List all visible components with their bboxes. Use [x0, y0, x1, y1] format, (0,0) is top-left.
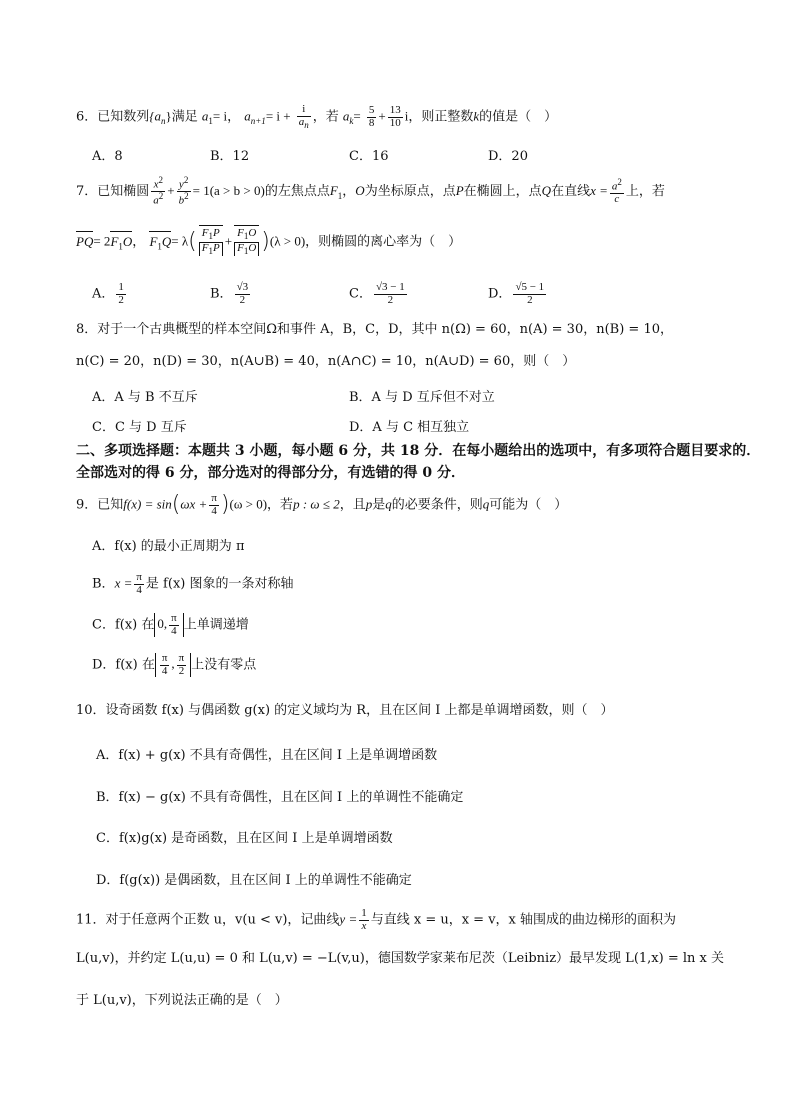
q9-stem-f: 可能为（ ） — [489, 497, 568, 513]
q7-ac-num: a — [611, 180, 618, 193]
q7-option-a[interactable] — [92, 282, 128, 306]
q9-optD-label: D．f(x) 在 — [92, 657, 155, 673]
q6-frac2 — [388, 105, 403, 129]
q7-optB-num: √3 — [236, 281, 249, 293]
q7-FP-sub: 1 — [208, 231, 213, 242]
q6-ak-eq: = — [353, 108, 361, 124]
q7-P: P — [455, 183, 464, 199]
q9-option-a[interactable]: A．f(x) 的最小正周期为 π — [92, 539, 245, 554]
q7-ac-den: c — [614, 193, 620, 206]
q9-optD-d1: 4 — [161, 664, 168, 677]
q9-optC-den: 4 — [171, 624, 177, 637]
q9-q: q — [385, 496, 392, 512]
q9-optC-left: 0, — [157, 616, 168, 632]
q9-stem-b: ，若 — [267, 497, 294, 513]
q10-option-a[interactable]: A．f(x) + g(x) 不具有奇偶性，且在区间 I 上是单调增函数 — [96, 748, 438, 763]
q7-b-sq: 2 — [184, 191, 189, 202]
q9-optC-num: π — [171, 612, 177, 624]
q9-optD-comma: , — [171, 656, 175, 672]
q7-FO-F: F — [237, 227, 244, 239]
q9-stem-a: 9．已知 — [76, 497, 124, 513]
q7-optB-label: B． — [210, 286, 233, 302]
q10-option-b[interactable]: B．f(x) − g(x) 不具有奇偶性，且在区间 I 上的单调性不能确定 — [96, 790, 464, 805]
q7-comma: ， — [132, 234, 146, 250]
q9-optC-label: C．f(x) 在 — [92, 617, 155, 633]
q7-stem-g: 上，若 — [625, 184, 665, 200]
q6-seq-close: } — [165, 108, 172, 124]
q7-unit-FP: $\frac{F_1P}{F_1P}$ — [199, 228, 223, 256]
q7-optA-num: 1 — [118, 281, 124, 293]
q9-P: p — [365, 496, 373, 512]
q9-stem: 9．已知f(x) = sin(ωx + $\frac{\pi}{4}$ )(ω > 0)，若p : ω ≤ 2，且p是q的必要条件，则q可能为（ ） — [76, 492, 568, 517]
q7-optD-den: 2 — [527, 293, 533, 306]
q10-option-d[interactable]: D．f(g(x)) 是偶函数，且在区间 I 上的单调性不能确定 — [96, 873, 412, 888]
q6-stem — [76, 104, 557, 130]
q7-vec3-sub: 1 — [157, 241, 162, 252]
section2-heading: 二、多项选择题：本题共 3 小题，每小题 6 分，共 18 分．在每小题给出的选项中，有多项符合题目要求的．全部选对的得 6 分，部分选对的得部分分，有选错的得 0 分． — [76, 443, 761, 481]
q7-stem-line1: 7．已知椭圆 $\frac{x^2}{a^2}$ + $\frac{y^2}{b^2}$ = 1(a > b > 0)的左焦点点$F_1$，O为坐标原点，点P在椭圆上，点Q在直线x = $\frac{a^2}{c}$ 上，若 — [76, 175, 665, 207]
q7-FO-O: O — [248, 227, 257, 239]
q6-option-b[interactable]: B．12 — [210, 149, 250, 164]
q11-line1-a: 11．对于任意两个正数 u，v(u < v)，记曲线 — [76, 912, 340, 928]
q7-option-c[interactable] — [349, 282, 409, 306]
q7-vec3-Q: Q — [161, 233, 172, 249]
q7-vec3-F: F — [149, 233, 158, 249]
q11-y-eq: y = — [339, 911, 358, 927]
q8-option-c[interactable]: C．C 与 D 互斥 — [92, 420, 187, 435]
q11-line3: 于 L(u,v)，下列说法正确的是（ ） — [76, 993, 288, 1008]
q7-optB-den: 2 — [239, 293, 246, 306]
q6-f1-num: 5 — [368, 104, 375, 117]
q9-pi-num: π — [211, 492, 217, 505]
q7-eq1: = 1(a > b > 0) — [192, 183, 265, 199]
q7-stem-a: 7．已知椭圆 — [76, 184, 150, 200]
q7-option-b[interactable] — [210, 282, 252, 306]
q7-vec-PQ: PQ — [76, 233, 94, 249]
q9-optD-n1: π — [161, 652, 168, 664]
q9-optB-x: x = — [114, 575, 133, 591]
q9-option-d[interactable] — [92, 653, 256, 677]
q7-vec-F1O-O: O — [122, 233, 133, 249]
q9-stem-e: 的必要条件，则 — [391, 497, 483, 513]
q6-k: k — [473, 108, 480, 124]
q7-optC-label: C． — [349, 286, 372, 302]
q11-line1 — [76, 908, 676, 932]
q6-a1: a — [201, 108, 209, 124]
q7-x-sq: 2 — [158, 175, 163, 185]
q11-line2: L(u,v)，并约定 L(u,u) = 0 和 L(u,v) = −L(v,u)，德国数学家莱布尼茨（Leibniz）最早发现 L(1,x) = ln x 关 — [76, 951, 724, 966]
q7-optD-num: √5 − 1 — [515, 281, 545, 293]
q7-stem-c: ， — [342, 184, 356, 200]
q7-stem-e: 在椭圆上，点 — [463, 184, 542, 200]
q6-frac1 — [367, 105, 377, 129]
q9-stem-c: ，且 — [339, 497, 366, 513]
q6-an1-eq: = i + — [265, 108, 291, 124]
q8-option-d[interactable]: D．A 与 C 相互独立 — [349, 420, 470, 435]
q6-option-c[interactable]: C．16 — [349, 149, 389, 164]
q6-an1-sub: n+1 — [250, 116, 266, 127]
q8-option-b[interactable]: B．A 与 D 互斥但不对立 — [349, 390, 495, 405]
q7-y: y — [178, 178, 184, 191]
q9-optC-text: 上单调递增 — [183, 617, 249, 633]
q6-frac-den-sub: n — [304, 119, 309, 130]
q7-stem-line2: $PQ= 2F_1O$， $F_1Q= \lambda$( $\frac{F_1P}{F_1P}$ + $\frac{F_1O}{F_1O}$ )(λ > 0)，则椭圆的离心率为（ ） — [76, 227, 462, 256]
q7-b: b — [178, 194, 185, 207]
q9-option-c[interactable] — [92, 613, 249, 637]
q7-FO-sub: 1 — [243, 231, 249, 242]
q9-optD-n2: π — [178, 652, 185, 664]
q10-stem: 10．设奇函数 f(x) 与偶函数 g(x) 的定义域均为 R，且在区间 I 上都是单调增函数，则（ ） — [76, 703, 614, 718]
q6-option-a[interactable]: A．8 — [92, 149, 123, 164]
q6-stem-c: ，若 — [312, 109, 339, 125]
q6-ak: a — [342, 108, 350, 124]
q7-a-sq: 2 — [158, 191, 164, 202]
q11-fr-den: x — [361, 919, 367, 932]
q7-ac-sq: 2 — [617, 176, 622, 187]
q9-stem-d: 是 — [372, 497, 386, 513]
q7-F1: F — [329, 183, 338, 199]
q7-FP-F: F — [201, 227, 209, 239]
q9-optB-label: B． — [92, 576, 115, 592]
q6-seq: {a — [149, 108, 161, 124]
q11-line1-b: 与直线 x = u，x = v，x 轴围成的曲边梯形的面积为 — [370, 912, 677, 928]
q9-optD-d2: 2 — [178, 664, 185, 677]
q8-option-a[interactable]: A．A 与 B 不互斥 — [92, 390, 198, 405]
q7-stem-f: 在直线 — [551, 184, 591, 200]
q6-option-d[interactable]: D．20 — [488, 149, 528, 164]
q7-xeq: x = — [590, 183, 608, 199]
q7-FP-P: P — [213, 227, 220, 239]
q7-optC-num: √3 − 1 — [375, 281, 405, 293]
q6-f2-num: 13 — [389, 104, 401, 117]
q9-fx: f(x) = sin — [123, 496, 172, 512]
q6-a1-eq: = i， — [212, 108, 241, 124]
q9-optB-den: 4 — [136, 583, 142, 596]
q6-stem-b: 满足 — [171, 109, 198, 125]
q7-yfrac — [177, 176, 191, 207]
q6-a1-sub: 1 — [208, 116, 213, 127]
q7-vec-eq: = 2 — [93, 233, 111, 249]
q7-option-d[interactable] — [488, 282, 548, 306]
q6-stem-a: 6．已知数列 — [76, 109, 150, 125]
q10-option-c[interactable]: C．f(x)g(x) 是奇函数，且在区间 I 上是单调增函数 — [96, 831, 393, 846]
q6-f1-den: 8 — [368, 116, 375, 129]
q7-unit-FO: $\frac{F_1O}{F_1O}$ — [234, 228, 259, 256]
q7-vec-F1: F — [110, 233, 119, 249]
q7-x: x — [153, 178, 159, 191]
q9-optB-text: 是 f(x) 图象的一条对称轴 — [145, 576, 294, 592]
q7-stem-d: 为坐标原点，点 — [364, 184, 456, 200]
q6-plus: + — [378, 108, 386, 124]
q7-acfrac — [610, 178, 624, 206]
q7-vec-F1-sub: 1 — [118, 241, 123, 252]
q7-O: O — [355, 183, 365, 199]
q6-an1: a — [244, 108, 251, 124]
q7-stem-b: 的左焦点点 — [264, 184, 330, 200]
q7-lambda-eq: = λ — [171, 233, 189, 249]
q11-fr-num: 1 — [361, 907, 367, 919]
q6-frac — [297, 104, 311, 130]
q7-xfrac — [151, 176, 165, 207]
q6-frac-num: i — [297, 104, 311, 117]
q7-optA-label: A． — [92, 286, 115, 302]
q8-stem-line2: n(C) = 20，n(D) = 30，n(A∪B) = 40，n(A∩C) = 10，n(A∪D) = 60，则（ ） — [76, 354, 576, 369]
q9-optB-num: π — [136, 571, 142, 583]
q7-cond: (λ > 0) — [269, 233, 306, 249]
q9-optD-text: 上没有零点 — [191, 657, 257, 673]
q7-optC-den: 2 — [387, 293, 394, 306]
q7-optA-den: 2 — [118, 293, 124, 306]
q6-frac-den: a — [298, 115, 305, 128]
q7-F1-sub: 1 — [337, 190, 343, 201]
q6-f2-den: 10 — [389, 116, 401, 129]
q9-pi-den: 4 — [211, 504, 217, 517]
q7-Q: Q — [541, 183, 552, 199]
q6-seq-sub: n — [160, 116, 166, 127]
q7-y-sq: 2 — [183, 175, 189, 185]
q9-p: p : ω ≤ 2 — [293, 496, 340, 512]
q6-ak-sub: k — [349, 116, 354, 127]
q9-optC-interval — [154, 613, 183, 637]
q9-cond: (ω > 0) — [229, 496, 268, 512]
q9-option-b[interactable] — [92, 572, 293, 596]
q7-stem-h: ，则椭圆的离心率为（ ） — [305, 234, 462, 250]
q7-optD-label: D． — [488, 286, 512, 302]
q9-inner: ωx + — [180, 496, 208, 512]
q6-i: i — [404, 108, 409, 124]
q9-optD-interval — [155, 653, 191, 677]
q6-stem-d: ，则正整数 — [408, 109, 474, 125]
q7-a: a — [153, 194, 159, 207]
q9-q2: q — [482, 496, 490, 512]
q8-stem-line1: 8．对于一个古典概型的样本空间Ω和事件 A，B，C，D，其中 n(Ω) = 60，n(A) = 30，n(B) = 10， — [76, 322, 673, 337]
q6-stem-e: 的值是（ ） — [479, 109, 558, 125]
